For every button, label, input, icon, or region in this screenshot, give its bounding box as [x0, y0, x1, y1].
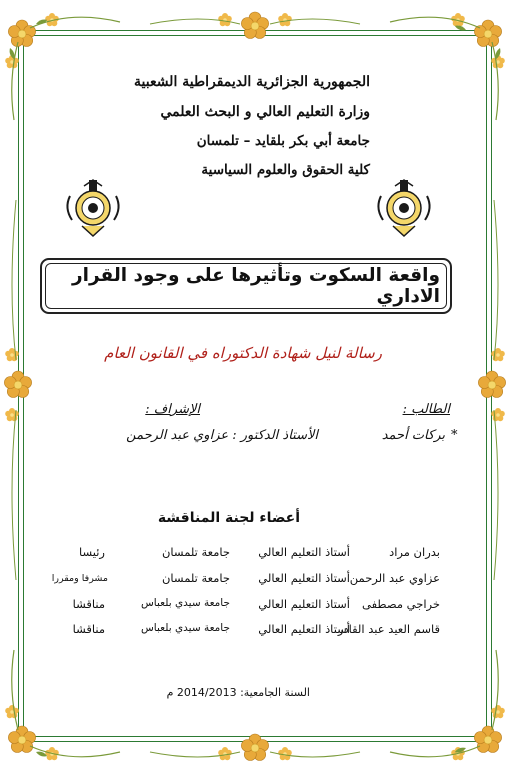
member-name: خراجي مصطفى [362, 597, 440, 611]
thesis-subtitle: رسالة لنيل شهادة الدكتوراه في القانون العام [104, 344, 382, 362]
member-role: مناقشا [72, 597, 105, 611]
university-logo-right [373, 178, 435, 238]
supervisor-name: الأستاذ الدكتور : عزاوي عبد الرحمن [126, 428, 318, 443]
ministry-name: وزارة التعليم العالي و البحث العلمي [160, 104, 370, 120]
academic-year: السنة الجامعية: 2014/2013 م [166, 686, 310, 699]
member-rank: أستاذ التعليم العالي [258, 597, 350, 611]
student-label: الطالب : [402, 402, 450, 417]
member-university: جامعة تلمسان [161, 545, 230, 559]
student-bullet: * [451, 428, 458, 443]
committee-title: أعضاء لجنة المناقشة [157, 510, 300, 526]
member-rank: أستاذ التعليم العالي [258, 545, 350, 559]
student-name: بركات أحمد [381, 428, 445, 443]
member-rank: أستاذ التعليم العالي [258, 622, 350, 636]
university-logo-left [62, 178, 124, 238]
republic-name: الجمهورية الجزائرية الديمقراطية الشعبية [133, 74, 370, 90]
member-role: رئيسا [79, 545, 105, 559]
member-name: قاسم العيد عبد القادر [337, 622, 440, 636]
member-university: جامعة تلمسان [161, 571, 230, 585]
supervision-label: الإشراف : [145, 402, 200, 417]
faculty-name: كلية الحقوق والعلوم السياسية [201, 162, 370, 178]
member-role: مناقشا [72, 622, 105, 636]
university-name: جامعة أبي بكر بلقايد – تلمسان [196, 133, 370, 149]
member-name: عزاوي عبد الرحمن [349, 571, 440, 585]
thesis-title: واقعة السكوت وتأثيرها على وجود القرار الاداري [72, 265, 440, 307]
member-role: مشرفا ومقررا [51, 573, 108, 584]
member-name: بدران مراد [389, 545, 440, 559]
member-rank: أستاذ التعليم العالي [258, 571, 350, 585]
member-university: جامعة سيدي بلعباس [140, 597, 230, 609]
member-university: جامعة سيدي بلعباس [140, 622, 230, 634]
